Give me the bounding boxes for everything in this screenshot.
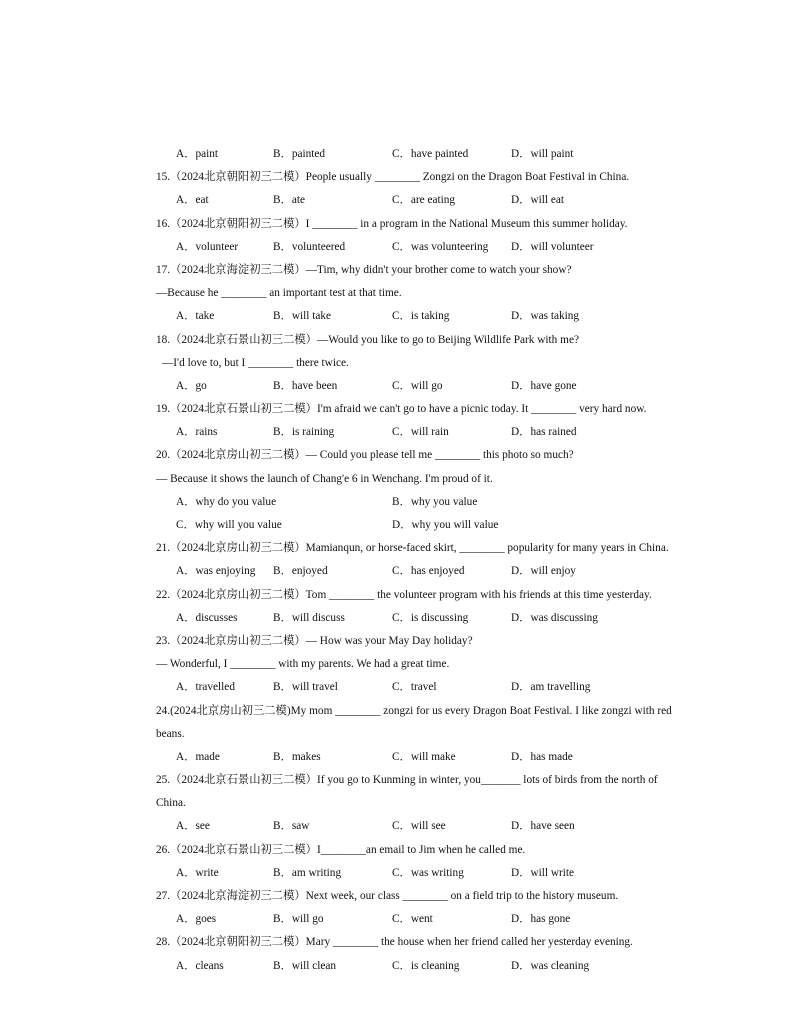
q20-dialogue: — Because it shows the launch of Chang'e 6 in Wenchang. I'm proud of it. (156, 472, 493, 485)
q27-options (156, 909, 726, 932)
option-b: B．why you value (392, 495, 478, 508)
option-a: A．travelled (176, 681, 235, 694)
option-d: D．was cleaning (511, 959, 590, 972)
q17-dialogue: —Because he ________ an important test at that time. (156, 287, 402, 300)
option-c: C．is discussing (392, 611, 469, 624)
option-a: A．goes (176, 913, 217, 926)
option-a: A．eat (176, 194, 209, 207)
q24-continued: beans. (156, 727, 185, 740)
option-a: A．volunteer (176, 240, 239, 253)
q17-options (156, 306, 726, 329)
q21-question: 21.（2024北京房山初三二模）Mamianqun, or horse-faced skirt, ________ popularity for many years in China. (156, 542, 669, 555)
option-c: C．was volunteering (392, 240, 489, 253)
option-c: C．have painted (392, 148, 469, 160)
option-d: D．am travelling (511, 681, 591, 694)
q20-question: 20.（2024北京房山初三二模）— Could you please tell me ________ this photo so much? (156, 449, 574, 462)
q22-question: 22.（2024北京房山初三二模）Tom ________ the volunteer program with his friends at this time yesterday. (156, 588, 652, 601)
option-b: B．will clean (273, 959, 337, 972)
option-d: D．has gone (511, 913, 571, 926)
q26-options (156, 863, 726, 886)
option-d: D．will eat (511, 194, 565, 207)
option-a: A．made (176, 750, 220, 763)
option-b: B．painted (273, 148, 326, 160)
option-c: C．why will you value (176, 519, 282, 531)
option-d: D．will paint (511, 148, 574, 160)
option-b: B．will discuss (273, 611, 345, 624)
q27-question: 27.（2024北京海淀初三二模）Next week, our class ________ on a field trip to the history museum. (156, 890, 619, 902)
option-d: D．will volunteer (511, 240, 594, 253)
q24-question: 24.(2024北京房山初三二模)My mom ________ zongzi for us every Dragon Boat Festival. I like zongzi with red (156, 704, 672, 717)
option-a: A．cleans (176, 959, 224, 972)
option-b: B．will go (273, 913, 324, 926)
option-d: D．will write (511, 866, 575, 879)
q14-options (156, 144, 726, 167)
option-d: D．have gone (511, 379, 577, 392)
option-a: A．was enjoying (176, 565, 256, 578)
option-d: D．was taking (511, 310, 580, 323)
option-a: A．go (176, 379, 207, 392)
option-b: B．is raining (273, 426, 335, 439)
option-c: C．is cleaning (392, 959, 460, 972)
option-b: B．makes (273, 750, 321, 763)
option-d: D．has rained (511, 426, 577, 439)
option-b: B．ate (273, 194, 305, 207)
q26-question: 26.（2024北京石景山初三二模）I________an email to Jim when he called me. (156, 843, 526, 856)
q18-dialogue: —I'd love to, but I ________ there twice. (162, 356, 349, 369)
q20-options-ab (156, 492, 726, 515)
q22-options (156, 608, 726, 631)
q16-question: 16.（2024北京朝阳初三二模）I ________ in a program in the National Museum this summer holiday. (156, 217, 628, 230)
option-b: B．enjoyed (273, 565, 328, 578)
option-d: D．was discussing (511, 611, 598, 624)
option-a: A．paint (176, 148, 219, 160)
option-c: C．travel (392, 681, 437, 694)
option-a: A．why do you value (176, 495, 277, 508)
q18-options (156, 376, 726, 399)
q17-question: 17.（2024北京海淀初三二模）—Tim, why didn't your brother come to watch your show? (156, 263, 572, 276)
option-c: C．will go (392, 379, 443, 392)
q23-dialogue: — Wonderful, I ________ with my parents. We had a great time. (156, 658, 450, 671)
option-a: A．discusses (176, 611, 238, 624)
option-b: B．will take (273, 310, 332, 323)
option-c: C．has enjoyed (392, 565, 465, 578)
q25-continued: China. (156, 797, 186, 810)
q15-question: 15.（2024北京朝阳初三二模）People usually ________ Zongzi on the Dragon Boat Festival in China. (156, 171, 630, 184)
option-d: D．why you will value (392, 519, 499, 531)
q18-question: 18.（2024北京石景山初三二模）—Would you like to go to Beijing Wildlife Park with me? (156, 333, 579, 346)
q23-options (156, 677, 726, 700)
option-b: B．will travel (273, 681, 338, 694)
option-b: B．have been (273, 379, 338, 392)
option-d: D．has made (511, 750, 573, 763)
option-c: C．was writing (392, 866, 464, 879)
option-c: C．will rain (392, 426, 449, 439)
option-c: C．will make (392, 750, 456, 763)
option-a: A．write (176, 866, 219, 879)
option-c: C．went (392, 913, 433, 926)
q15-options (156, 190, 726, 213)
option-a: A．take (176, 310, 215, 323)
option-b: B．saw (273, 820, 310, 833)
exercise-list (156, 144, 726, 979)
q28-options (156, 956, 726, 979)
q21-options (156, 561, 726, 584)
q16-options (156, 237, 726, 260)
q25-question: 25.（2024北京石景山初三二模）If you go to Kunming in winter, you_______ lots of birds from the north of (156, 774, 658, 787)
q23-question: 23.（2024北京房山初三二模）— How was your May Day holiday? (156, 634, 473, 647)
q19-question: 19.（2024北京石景山初三二模）I'm afraid we can't go to have a picnic today. It ________ very hard now. (156, 403, 647, 416)
option-d: D．will enjoy (511, 565, 576, 578)
option-c: C．is taking (392, 310, 450, 323)
option-a: A．see (176, 820, 210, 833)
option-c: C．will see (392, 820, 446, 833)
option-b: B．am writing (273, 866, 342, 879)
option-d: D．have seen (511, 820, 575, 833)
option-b: B．volunteered (273, 240, 346, 253)
q25-options (156, 816, 726, 839)
q24-options (156, 747, 726, 770)
q28-question: 28.（2024北京朝阳初三二模）Mary ________ the house when her friend called her yesterday evening. (156, 936, 633, 949)
option-c: C．are eating (392, 194, 456, 207)
q20-options-cd (156, 515, 726, 538)
option-a: A．rains (176, 426, 218, 439)
q19-options (156, 422, 726, 445)
